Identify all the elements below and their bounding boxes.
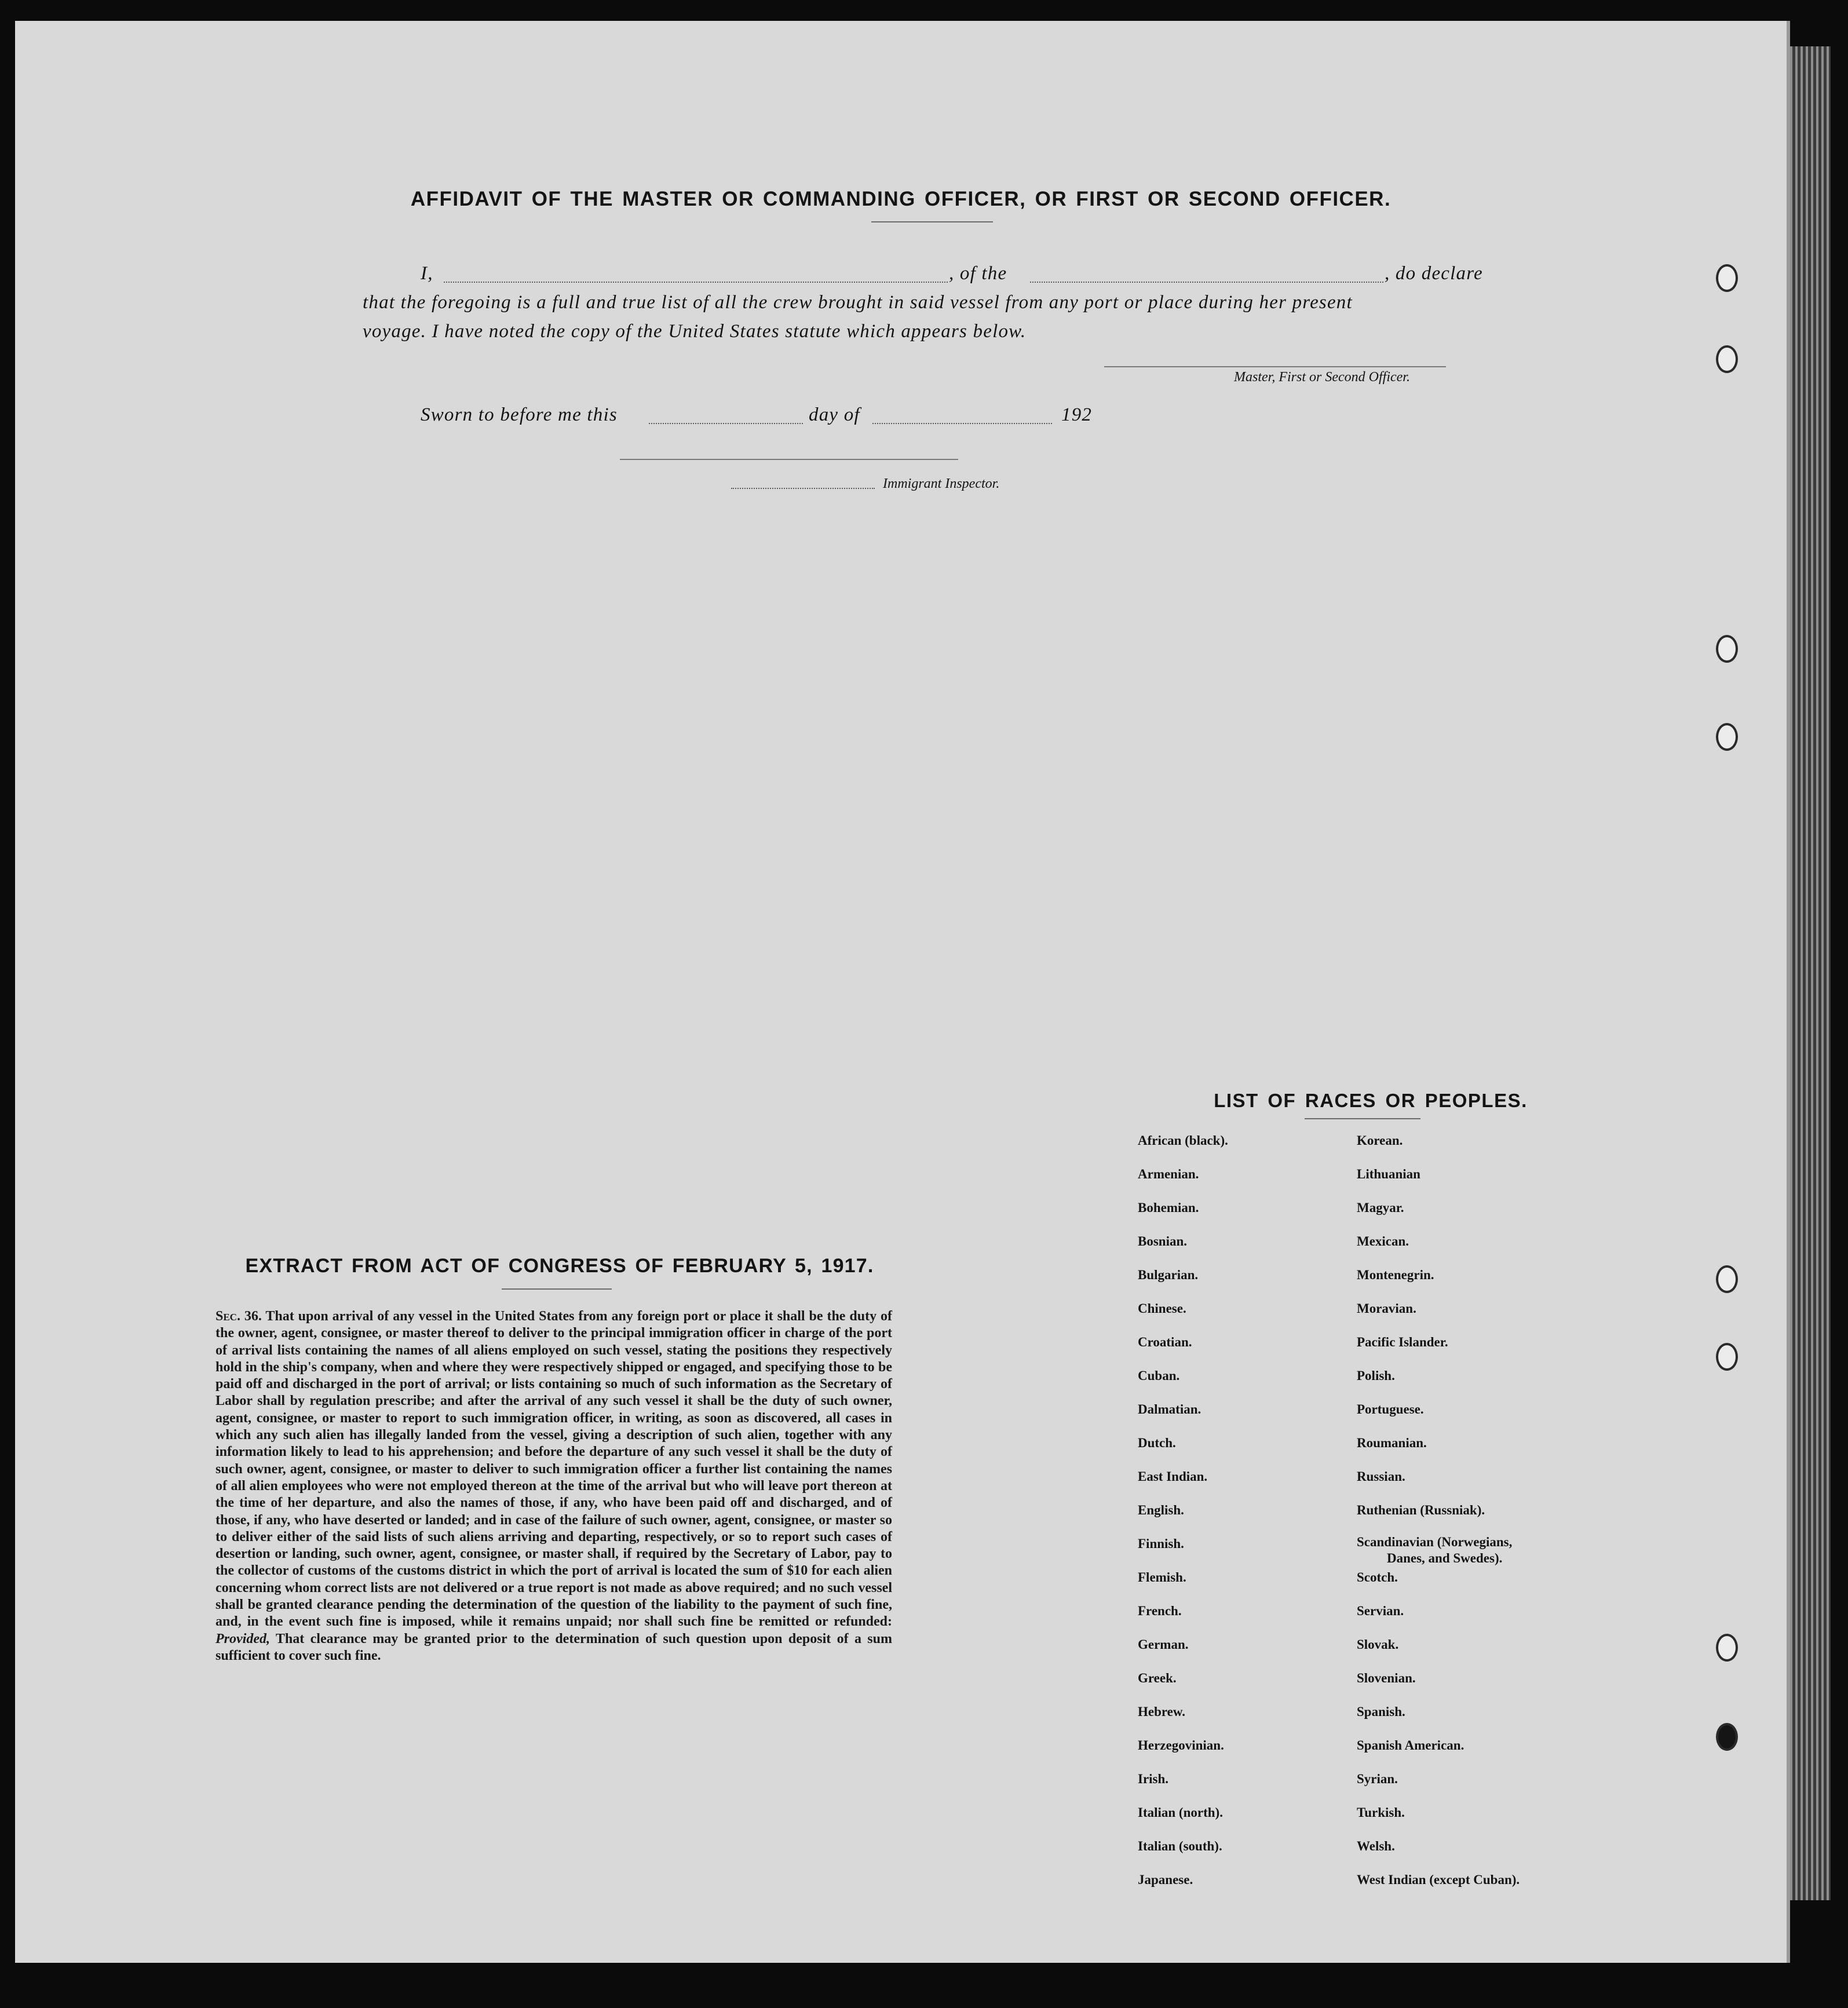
race-item: Lithuanian (1357, 1167, 1420, 1181)
month-blank-line (872, 423, 1052, 424)
affidavit-line-2: that the foregoing is a full and true list of all the crew brought in said vessel from any port or place during her present (363, 292, 1353, 313)
race-item: Japanese. (1138, 1872, 1193, 1887)
master-signature-line (1104, 366, 1446, 367)
affidavit-i: I, (421, 263, 433, 284)
race-item: Slovenian. (1357, 1671, 1416, 1685)
binder-hole (1716, 1265, 1738, 1293)
binder-hole (1716, 345, 1738, 373)
race-item: Polish. (1357, 1368, 1395, 1383)
vessel-blank-line (1030, 282, 1383, 283)
race-item: Irish. (1138, 1772, 1169, 1786)
inspector-signature-line (620, 459, 958, 460)
race-item: Spanish American. (1357, 1738, 1464, 1753)
title-underline (871, 221, 993, 222)
race-item: Dalmatian. (1138, 1402, 1201, 1416)
binder-hole (1716, 723, 1738, 751)
race-item: Magyar. (1357, 1200, 1404, 1215)
race-item: Greek. (1138, 1671, 1177, 1685)
race-item: Scotch. (1357, 1570, 1398, 1585)
provided-word: Provided, (216, 1631, 270, 1646)
race-item: Servian. (1357, 1604, 1404, 1618)
affidavit-title: AFFIDAVIT OF THE MASTER OR COMMANDING OFFICER, OR FIRST OR SECOND OFFICER. (410, 188, 1392, 210)
race-item: Scandinavian (Norwegians, (1357, 1535, 1513, 1549)
race-item: Chinese. (1138, 1301, 1186, 1316)
day-blank-line (649, 423, 803, 424)
year-prefix: 192 (1061, 404, 1093, 425)
race-item: Bulgarian. (1138, 1268, 1199, 1282)
race-item: French. (1138, 1604, 1182, 1618)
race-item: Ruthenian (Russniak). (1357, 1503, 1485, 1517)
race-item: Welsh. (1357, 1839, 1395, 1853)
race-item: Russian. (1357, 1469, 1405, 1484)
inspector-dotted-line (731, 488, 875, 489)
section-label: Sec. 36. (216, 1309, 262, 1324)
race-item: Mexican. (1357, 1234, 1409, 1248)
extract-title-underline (502, 1288, 612, 1290)
race-item: West Indian (except Cuban). (1357, 1872, 1520, 1887)
race-item: East Indian. (1138, 1469, 1208, 1484)
race-item: Slovak. (1357, 1637, 1399, 1652)
extract-title: EXTRACT FROM ACT OF CONGRESS OF FEBRUARY 5, 1917. (245, 1255, 874, 1277)
race-item: Dutch. (1138, 1436, 1176, 1450)
race-item: Herzegovinian. (1138, 1738, 1224, 1753)
extract-text-part1: That upon arrival of any vessel in the United States from any foreign port or place it shall be the duty of the owner, agent, consignee, or master thereof to deliver to the principal immigration officer in charge of the port of arrival lists containing the names of all aliens employed on such vessel, stating the positions they respectively hold in the ship's company, when and where they were respectively shipped or engaged, and specifying those to be paid off and discharged in the port of arrival; or lists containing so much of such information as the Secretary of Labor shall by regulation prescribe; and after the arrival of any such vessel it shall be the duty of such owner, agent, consignee, or master to report to such immigration officer, in writing, as soon as discovered, all cases in which any such alien has illegally landed from the vessel, giving a description of such alien, together with any information likely to lead to his apprehension; and before the departure of any such vessel it shall be the duty of such owner, agent, consignee, or master to deliver to such immigration officer a further list containing the names of all alien employees who were not employed thereon at the time of the arrival but who will leave port thereon at the time of her departure, and also the names of those, if any, who have been paid off and discharged, and of those, if any, who have deserted or landed; and in case of the failure of such owner, agent, consignee, or master so to deliver either of the said lists of such aliens arriving and departing, respectively, or so to report such cases of desertion or landing, such owner, agent, consignee, or master shall, if required by the Secretary of Labor, pay to the collector of customs of the customs district in which the port of arrival is located the sum of $10 for each alien concerning whom correct lists are not delivered or a true report is not made as above required; and no such vessel shall be granted clearance pending the determination of the question of the liability to the payment of such fine, and, in the event such fine is imposed, while it remains unpaid; nor shall such fine be remitted or refunded: (216, 1309, 892, 1630)
race-item: Spanish. (1357, 1704, 1405, 1719)
race-item: Cuban. (1138, 1368, 1180, 1383)
race-item: English. (1138, 1503, 1184, 1517)
binder-hole (1716, 264, 1738, 292)
binder-hole (1716, 1634, 1738, 1662)
ledger-page-edges (1790, 46, 1831, 1900)
race-item: Armenian. (1138, 1167, 1199, 1181)
name-blank-line (444, 282, 948, 283)
inspector-caption: Immigrant Inspector. (883, 476, 1000, 491)
race-item: Montenegrin. (1357, 1268, 1434, 1282)
race-item: Italian (north). (1138, 1805, 1223, 1820)
binder-hole (1716, 635, 1738, 663)
race-item: Bohemian. (1138, 1200, 1199, 1215)
race-item: Hebrew. (1138, 1704, 1185, 1719)
day-of-label: day of (809, 404, 860, 425)
sworn-label: Sworn to before me this (421, 404, 618, 425)
race-item: Pacific Islander. (1357, 1335, 1448, 1349)
affidavit-line-3: voyage. I have noted the copy of the United States statute which appears below. (363, 321, 1027, 342)
race-item: German. (1138, 1637, 1189, 1652)
races-list-title: LIST OF RACES OR PEOPLES. (1214, 1090, 1528, 1111)
master-caption: Master, First or Second Officer. (1234, 370, 1410, 385)
extract-body (216, 1308, 892, 1664)
races-title-underline (1305, 1118, 1420, 1119)
race-item: Flemish. (1138, 1570, 1186, 1585)
race-item: Croatian. (1138, 1335, 1192, 1349)
race-item-continuation: Danes, and Swedes). (1387, 1551, 1503, 1565)
binder-hole (1716, 1343, 1738, 1371)
extract-text-part2: That clearance may be granted prior to the determination of such question upon deposit of a sum sufficient to cover such fine. (216, 1631, 892, 1663)
race-item: African (black). (1138, 1133, 1228, 1148)
affidavit-of-the: , of the (949, 263, 1007, 284)
race-item: Italian (south). (1138, 1839, 1222, 1853)
race-item: Portuguese. (1357, 1402, 1424, 1416)
race-item: Bosnian. (1138, 1234, 1188, 1248)
race-item: Turkish. (1357, 1805, 1405, 1820)
race-item: Moravian. (1357, 1301, 1416, 1316)
race-item: Finnish. (1138, 1536, 1184, 1551)
race-item: Korean. (1357, 1133, 1403, 1148)
race-item: Syrian. (1357, 1772, 1398, 1786)
binder-hole (1716, 1723, 1738, 1751)
affidavit-do-declare: , do declare (1385, 263, 1483, 284)
race-item: Roumanian. (1357, 1436, 1427, 1450)
document-page (15, 21, 1790, 1963)
